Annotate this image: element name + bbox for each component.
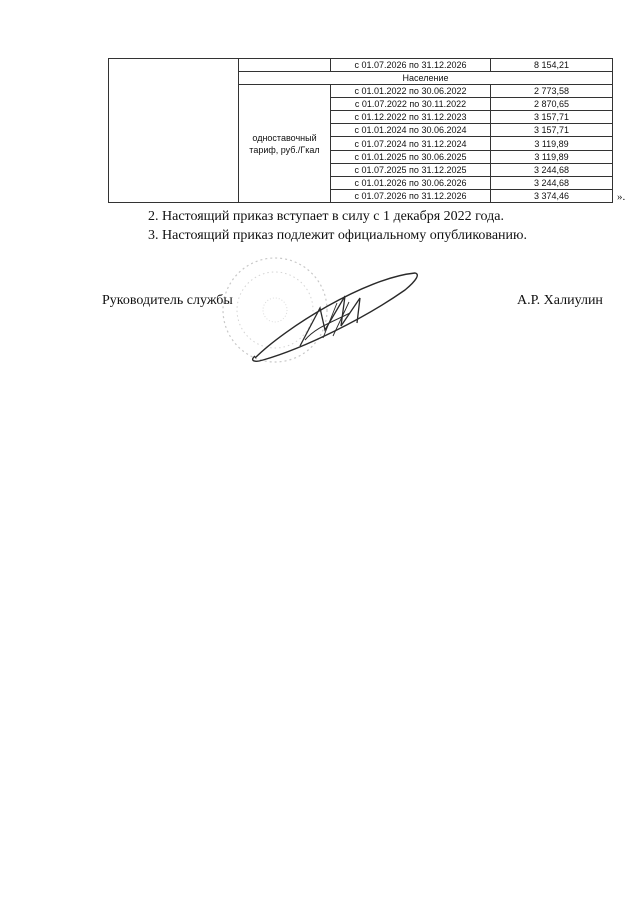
period-cell: с 01.07.2022 по 30.11.2022 <box>331 98 491 111</box>
signer-title: Руководитель службы <box>102 293 233 308</box>
tariff-table <box>108 58 613 203</box>
period-cell: с 01.07.2025 по 31.12.2025 <box>331 163 491 176</box>
section-header: Население <box>239 72 613 85</box>
value-cell: 2 870,65 <box>491 98 613 111</box>
clause-2: 2. Настоящий приказ вступает в силу с 1 декабря 2022 года. <box>148 209 504 224</box>
table-row <box>109 59 613 72</box>
empty-type-cell <box>239 59 331 72</box>
value-cell: 8 154,21 <box>491 59 613 72</box>
period-cell: с 01.07.2024 по 31.12.2024 <box>331 137 491 150</box>
period-cell: с 01.01.2025 по 30.06.2025 <box>331 150 491 163</box>
clause-3: 3. Настоящий приказ подлежит официальному опубликованию. <box>148 228 527 243</box>
value-cell: 3 374,46 <box>491 189 613 202</box>
closing-quote: ». <box>617 191 626 203</box>
value-cell: 3 244,68 <box>491 163 613 176</box>
period-cell: с 01.01.2026 по 30.06.2026 <box>331 176 491 189</box>
period-cell: с 01.07.2026 по 31.12.2026 <box>331 59 491 72</box>
empty-left-cell <box>109 59 239 203</box>
period-cell: с 01.12.2022 по 31.12.2023 <box>331 111 491 124</box>
value-cell: 3 119,89 <box>491 150 613 163</box>
period-cell: с 01.07.2026 по 31.12.2026 <box>331 189 491 202</box>
period-cell: с 01.01.2022 по 30.06.2022 <box>331 85 491 98</box>
value-cell: 3 157,71 <box>491 124 613 137</box>
handwritten-signature <box>245 268 425 363</box>
value-cell: 3 119,89 <box>491 137 613 150</box>
value-cell: 3 244,68 <box>491 176 613 189</box>
value-cell: 2 773,58 <box>491 85 613 98</box>
signer-name: А.Р. Халиулин <box>517 293 603 308</box>
value-cell: 3 157,71 <box>491 111 613 124</box>
period-cell: с 01.01.2024 по 30.06.2024 <box>331 124 491 137</box>
tariff-type-cell: одноставочный тариф, руб./Гкал <box>239 85 331 203</box>
